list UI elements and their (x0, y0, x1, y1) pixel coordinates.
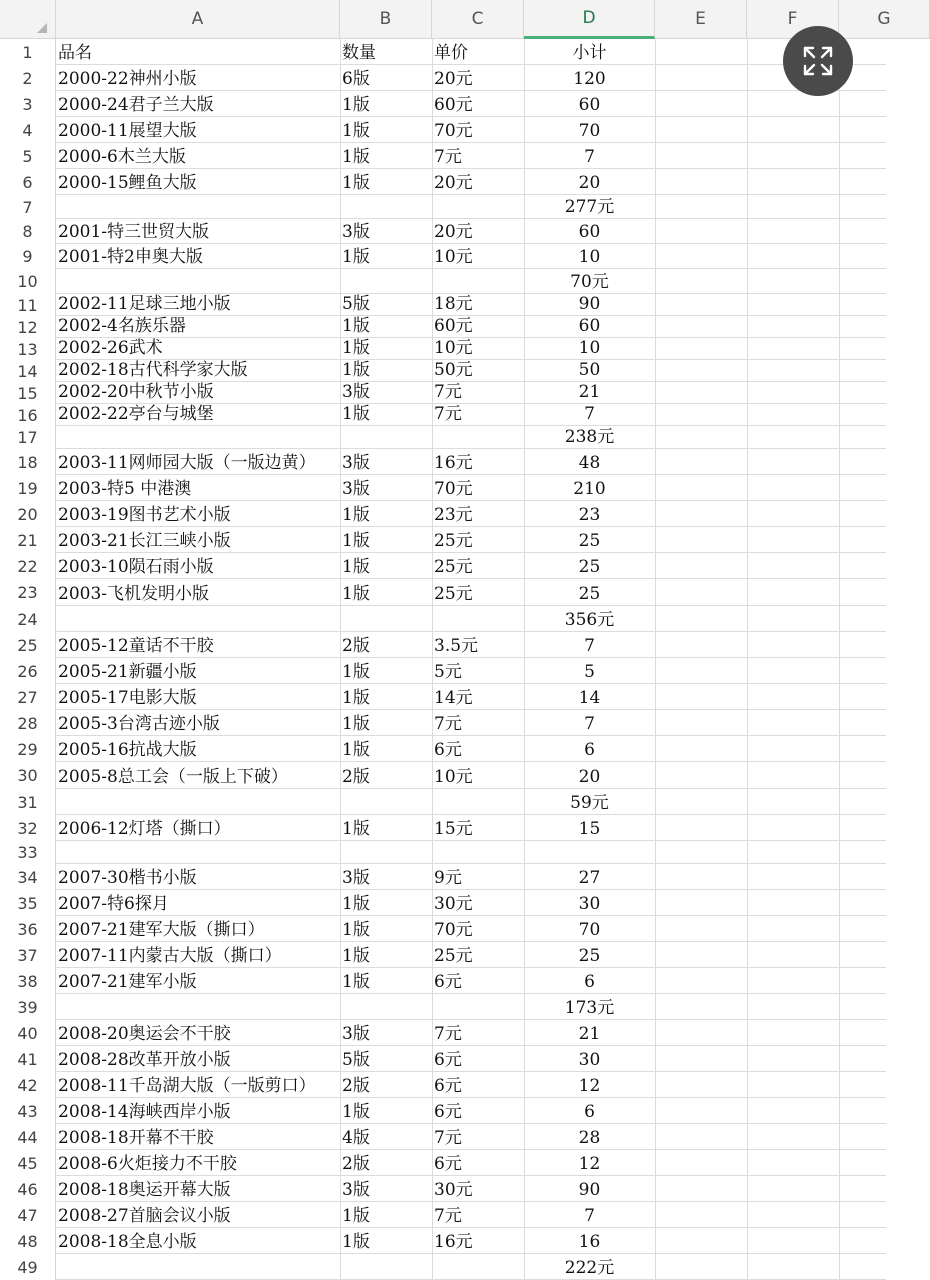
cell-b46[interactable]: 3版 (342, 1180, 370, 1200)
cell-b37[interactable]: 1版 (342, 946, 370, 966)
cell-a30[interactable]: 2005-8总工会（一版上下破） (58, 767, 288, 787)
cell-d45[interactable]: 12 (578, 1154, 601, 1174)
expand-icon (801, 44, 835, 78)
cell-a22[interactable]: 2003-10陨石雨小版 (58, 557, 214, 577)
gridline (839, 39, 840, 1280)
cell-d14[interactable]: 50 (578, 360, 601, 380)
cell-c26[interactable]: 5元 (434, 662, 462, 682)
row-header[interactable]: 16 (0, 404, 56, 426)
row-header[interactable]: 23 (0, 579, 56, 606)
cell-a16[interactable]: 2002-22亭台与城堡 (58, 404, 214, 424)
row-header[interactable]: 20 (0, 501, 56, 527)
cell-d16[interactable]: 7 (584, 404, 595, 424)
cell-b16[interactable]: 1版 (342, 404, 370, 424)
row-header[interactable]: 12 (0, 316, 56, 338)
cell-a23[interactable]: 2003-飞机发明小版 (58, 584, 210, 604)
cell-b27[interactable]: 1版 (342, 688, 370, 708)
cell-c13[interactable]: 10元 (434, 338, 473, 358)
cell-d19[interactable]: 210 (573, 479, 606, 499)
cell-d8[interactable]: 60 (578, 222, 601, 242)
cell-b19[interactable]: 3版 (342, 479, 370, 499)
cell-c44[interactable]: 7元 (434, 1128, 462, 1148)
cell-a9[interactable]: 2001-特2申奥大版 (58, 247, 203, 267)
cell-c29[interactable]: 6元 (434, 740, 462, 760)
cell-b32[interactable]: 1版 (342, 819, 370, 839)
cell-a40[interactable]: 2008-20奥运会不干胶 (58, 1024, 231, 1044)
cell-c9[interactable]: 10元 (434, 247, 473, 267)
cell-d27[interactable]: 14 (578, 688, 601, 708)
cell-d39[interactable]: 173元 (564, 998, 615, 1018)
column-header-c[interactable]: C (432, 0, 524, 39)
row-header[interactable]: 2 (0, 65, 56, 91)
cell-b8[interactable]: 3版 (342, 222, 370, 242)
cell-d37[interactable]: 25 (578, 946, 601, 966)
cell-c8[interactable]: 20元 (434, 222, 473, 242)
cell-c25[interactable]: 3.5元 (434, 636, 479, 656)
row-header[interactable]: 1 (0, 39, 56, 65)
cell-b2[interactable]: 6版 (342, 69, 370, 89)
cell-a34[interactable]: 2007-30楷书小版 (58, 868, 197, 888)
row-header[interactable]: 22 (0, 553, 56, 579)
column-header-f[interactable]: F (747, 0, 839, 39)
row-header[interactable]: 6 (0, 169, 56, 195)
cell-a26[interactable]: 2005-21新疆小版 (58, 662, 197, 682)
cell-d26[interactable]: 5 (584, 662, 595, 682)
cell-d12[interactable]: 60 (578, 316, 601, 336)
cell-d28[interactable]: 7 (584, 714, 595, 734)
cell-d32[interactable]: 15 (578, 819, 601, 839)
cell-d25[interactable]: 7 (584, 636, 595, 656)
cell-b28[interactable]: 1版 (342, 714, 370, 734)
cell-a11[interactable]: 2002-11足球三地小版 (58, 294, 231, 314)
cell-b14[interactable]: 1版 (342, 360, 370, 380)
cell-d43[interactable]: 6 (584, 1102, 595, 1122)
cell-d11[interactable]: 90 (578, 294, 601, 314)
cell-a45[interactable]: 2008-6火炬接力不干胶 (58, 1154, 237, 1174)
cell-c15[interactable]: 7元 (434, 382, 462, 402)
cell-c2[interactable]: 20元 (434, 69, 473, 89)
cell-c40[interactable]: 7元 (434, 1024, 462, 1044)
row-header[interactable]: 36 (0, 916, 56, 942)
cell-d29[interactable]: 6 (584, 740, 595, 760)
cell-a36[interactable]: 2007-21建军大版（撕口） (58, 920, 265, 940)
cell-a28[interactable]: 2005-3台湾古迹小版 (58, 714, 220, 734)
cell-b12[interactable]: 1版 (342, 316, 370, 336)
select-all-corner[interactable] (0, 0, 56, 39)
cell-a35[interactable]: 2007-特6探月 (58, 894, 169, 914)
cell-c43[interactable]: 6元 (434, 1102, 462, 1122)
cell-d42[interactable]: 12 (578, 1076, 601, 1096)
cell-b20[interactable]: 1版 (342, 505, 370, 525)
row-header[interactable]: 27 (0, 684, 56, 710)
cell-a20[interactable]: 2003-19图书艺术小版 (58, 505, 231, 525)
row-header[interactable]: 26 (0, 658, 56, 684)
cell-b26[interactable]: 1版 (342, 662, 370, 682)
cell-b6[interactable]: 1版 (342, 173, 370, 193)
row-header[interactable]: 35 (0, 890, 56, 916)
cell-d44[interactable]: 28 (578, 1128, 601, 1148)
cell-a43[interactable]: 2008-14海峡西岸小版 (58, 1102, 231, 1122)
cell-d24[interactable]: 356元 (564, 610, 615, 630)
cell-c14[interactable]: 50元 (434, 360, 473, 380)
cell-d22[interactable]: 25 (578, 557, 601, 577)
cell-a12[interactable]: 2002-4名族乐器 (58, 316, 186, 336)
cell-a3[interactable]: 2000-24君子兰大版 (58, 95, 214, 115)
cell-c47[interactable]: 7元 (434, 1206, 462, 1226)
cell-c20[interactable]: 23元 (434, 505, 473, 525)
cell-a6[interactable]: 2000-15鲤鱼大版 (58, 173, 197, 193)
row-header[interactable]: 31 (0, 789, 56, 815)
cell-b29[interactable]: 1版 (342, 740, 370, 760)
cell-a32[interactable]: 2006-12灯塔（撕口） (58, 819, 231, 839)
cell-d4[interactable]: 70 (578, 121, 601, 141)
row-header[interactable]: 42 (0, 1072, 56, 1098)
cell-b11[interactable]: 5版 (342, 294, 370, 314)
row-header[interactable]: 28 (0, 710, 56, 736)
cell-a8[interactable]: 2001-特三世贸大版 (58, 222, 210, 242)
cell-a25[interactable]: 2005-12童话不干胶 (58, 636, 214, 656)
row-header[interactable]: 43 (0, 1098, 56, 1124)
cell-c19[interactable]: 70元 (434, 479, 473, 499)
cell-b30[interactable]: 2版 (342, 767, 370, 787)
cell-b25[interactable]: 2版 (342, 636, 370, 656)
row-header[interactable]: 46 (0, 1176, 56, 1202)
row-header[interactable]: 41 (0, 1046, 56, 1072)
cell-c38[interactable]: 6元 (434, 972, 462, 992)
cell-c5[interactable]: 7元 (434, 147, 462, 167)
cell-c45[interactable]: 6元 (434, 1154, 462, 1174)
row-header[interactable]: 34 (0, 864, 56, 890)
gridline (747, 39, 748, 1280)
cell-c32[interactable]: 15元 (434, 819, 473, 839)
cell-c4[interactable]: 70元 (434, 121, 473, 141)
cell-d36[interactable]: 70 (578, 920, 601, 940)
cell-b3[interactable]: 1版 (342, 95, 370, 115)
cell-c42[interactable]: 6元 (434, 1076, 462, 1096)
cell-c3[interactable]: 60元 (434, 95, 473, 115)
column-header-b[interactable]: B (340, 0, 432, 39)
cell-a37[interactable]: 2007-11内蒙古大版（撕口） (58, 946, 282, 966)
cell-a18[interactable]: 2003-11网师园大版（一版边黄） (58, 453, 316, 473)
cell-b18[interactable]: 3版 (342, 453, 370, 473)
cell-a5[interactable]: 2000-6木兰大版 (58, 147, 186, 167)
expand-button[interactable] (783, 26, 853, 96)
cell-d46[interactable]: 90 (578, 1180, 601, 1200)
cell-c6[interactable]: 20元 (434, 173, 473, 193)
cell-d17[interactable]: 238元 (564, 427, 615, 447)
cell-b34[interactable]: 3版 (342, 868, 370, 888)
cell-d41[interactable]: 30 (578, 1050, 601, 1070)
cell-d47[interactable]: 7 (584, 1206, 595, 1226)
cell-a46[interactable]: 2008-18奥运开幕大版 (58, 1180, 231, 1200)
cell-c18[interactable]: 16元 (434, 453, 473, 473)
cell-d7[interactable]: 277元 (564, 197, 615, 217)
column-header-d[interactable]: D (524, 0, 655, 39)
cell-b5[interactable]: 1版 (342, 147, 370, 167)
row-header[interactable]: 30 (0, 762, 56, 789)
cell-b15[interactable]: 3版 (342, 382, 370, 402)
row-header[interactable]: 10 (0, 269, 56, 294)
cell-a2[interactable]: 2000-22神州小版 (58, 69, 197, 89)
cell-d3[interactable]: 60 (578, 95, 601, 115)
cell-d23[interactable]: 25 (578, 584, 601, 604)
cell-a38[interactable]: 2007-21建军小版 (58, 972, 197, 992)
cell-b35[interactable]: 1版 (342, 894, 370, 914)
row-header[interactable]: 15 (0, 382, 56, 404)
cell-c21[interactable]: 25元 (434, 531, 473, 551)
cell-b48[interactable]: 1版 (342, 1232, 370, 1252)
row-header[interactable]: 4 (0, 117, 56, 143)
cell-a48[interactable]: 2008-18全息小版 (58, 1232, 197, 1252)
cell-b41[interactable]: 5版 (342, 1050, 370, 1070)
cell-b45[interactable]: 2版 (342, 1154, 370, 1174)
cell-b1[interactable]: 数量 (342, 43, 376, 63)
column-header-g[interactable]: G (839, 0, 930, 39)
row-header[interactable]: 3 (0, 91, 56, 117)
cell-a4[interactable]: 2000-11展望大版 (58, 121, 197, 141)
cell-c46[interactable]: 30元 (434, 1180, 473, 1200)
cell-c12[interactable]: 60元 (434, 316, 473, 336)
row-header[interactable]: 47 (0, 1202, 56, 1228)
gridline (655, 39, 656, 1280)
cell-c36[interactable]: 70元 (434, 920, 473, 940)
row-header[interactable]: 7 (0, 195, 56, 219)
cell-a14[interactable]: 2002-18古代科学家大版 (58, 360, 248, 380)
cell-b44[interactable]: 4版 (342, 1128, 370, 1148)
row-header[interactable]: 39 (0, 994, 56, 1020)
cell-d40[interactable]: 21 (578, 1024, 601, 1044)
cell-a29[interactable]: 2005-16抗战大版 (58, 740, 197, 760)
row-header[interactable]: 11 (0, 294, 56, 316)
cell-c22[interactable]: 25元 (434, 557, 473, 577)
cell-d21[interactable]: 25 (578, 531, 601, 551)
cell-a21[interactable]: 2003-21长江三峡小版 (58, 531, 231, 551)
cell-b23[interactable]: 1版 (342, 584, 370, 604)
cell-b40[interactable]: 3版 (342, 1024, 370, 1044)
row-header[interactable]: 32 (0, 815, 56, 841)
cell-d15[interactable]: 21 (578, 382, 601, 402)
cell-d13[interactable]: 10 (578, 338, 601, 358)
cell-c11[interactable]: 18元 (434, 294, 473, 314)
cell-a19[interactable]: 2003-特5 中港澳 (58, 479, 192, 499)
cell-c30[interactable]: 10元 (434, 767, 473, 787)
cell-a41[interactable]: 2008-28改革开放小版 (58, 1050, 231, 1070)
cell-a44[interactable]: 2008-18开幕不干胶 (58, 1128, 214, 1148)
row-header[interactable]: 25 (0, 632, 56, 658)
cell-b38[interactable]: 1版 (342, 972, 370, 992)
cell-c27[interactable]: 14元 (434, 688, 473, 708)
cell-a13[interactable]: 2002-26武术 (58, 338, 163, 358)
cell-b47[interactable]: 1版 (342, 1206, 370, 1226)
cell-a15[interactable]: 2002-20中秋节小版 (58, 382, 214, 402)
cell-b43[interactable]: 1版 (342, 1102, 370, 1122)
cell-c23[interactable]: 25元 (434, 584, 473, 604)
cell-d1[interactable]: 小计 (572, 43, 607, 63)
cell-d35[interactable]: 30 (578, 894, 601, 914)
column-header-e[interactable]: E (655, 0, 747, 39)
cell-d6[interactable]: 20 (578, 173, 601, 193)
row-header[interactable]: 24 (0, 606, 56, 632)
cell-d38[interactable]: 6 (584, 972, 595, 992)
cell-c28[interactable]: 7元 (434, 714, 462, 734)
cell-d18[interactable]: 48 (578, 453, 601, 473)
cell-c35[interactable]: 30元 (434, 894, 473, 914)
row-header[interactable]: 17 (0, 426, 56, 449)
cell-b9[interactable]: 1版 (342, 247, 370, 267)
cell-c1[interactable]: 单价 (434, 43, 468, 63)
cell-a42[interactable]: 2008-11千岛湖大版（一版剪口） (58, 1076, 316, 1096)
cell-d2[interactable]: 120 (573, 69, 606, 89)
cell-a27[interactable]: 2005-17电影大版 (58, 688, 197, 708)
row-header[interactable]: 14 (0, 360, 56, 382)
cell-d48[interactable]: 16 (578, 1232, 601, 1252)
cell-c37[interactable]: 25元 (434, 946, 473, 966)
row-header[interactable]: 5 (0, 143, 56, 169)
row-header[interactable]: 13 (0, 338, 56, 360)
row-header[interactable]: 37 (0, 942, 56, 968)
row-header[interactable]: 48 (0, 1228, 56, 1254)
cell-c41[interactable]: 6元 (434, 1050, 462, 1070)
cell-b36[interactable]: 1版 (342, 920, 370, 940)
row-header[interactable]: 8 (0, 219, 56, 244)
cell-d30[interactable]: 20 (578, 767, 601, 787)
cell-d5[interactable]: 7 (584, 147, 595, 167)
row-header[interactable]: 49 (0, 1254, 56, 1280)
row-header[interactable]: 33 (0, 841, 56, 864)
cell-d34[interactable]: 27 (578, 868, 601, 888)
cell-b22[interactable]: 1版 (342, 557, 370, 577)
cell-d20[interactable]: 23 (578, 505, 601, 525)
row-header[interactable]: 45 (0, 1150, 56, 1176)
cell-b4[interactable]: 1版 (342, 121, 370, 141)
row-header[interactable]: 44 (0, 1124, 56, 1150)
cell-c16[interactable]: 7元 (434, 404, 462, 424)
cell-a47[interactable]: 2008-27首脑会议小版 (58, 1206, 231, 1226)
cell-b42[interactable]: 2版 (342, 1076, 370, 1096)
cell-a1[interactable]: 品名 (58, 43, 92, 63)
row-header[interactable]: 18 (0, 449, 56, 475)
cell-d9[interactable]: 10 (578, 247, 601, 267)
row-header[interactable]: 38 (0, 968, 56, 994)
cell-c48[interactable]: 16元 (434, 1232, 473, 1252)
row-header[interactable]: 29 (0, 736, 56, 762)
row-header[interactable]: 40 (0, 1020, 56, 1046)
cell-b13[interactable]: 1版 (342, 338, 370, 358)
cell-c34[interactable]: 9元 (434, 868, 462, 888)
cell-d49[interactable]: 222元 (564, 1258, 615, 1278)
cell-b21[interactable]: 1版 (342, 531, 370, 551)
cell-d10[interactable]: 70元 (570, 272, 609, 292)
row-header[interactable]: 21 (0, 527, 56, 553)
column-header-a[interactable]: A (56, 0, 340, 39)
row-header[interactable]: 9 (0, 244, 56, 269)
cell-d31[interactable]: 59元 (570, 793, 609, 813)
row-header[interactable]: 19 (0, 475, 56, 501)
